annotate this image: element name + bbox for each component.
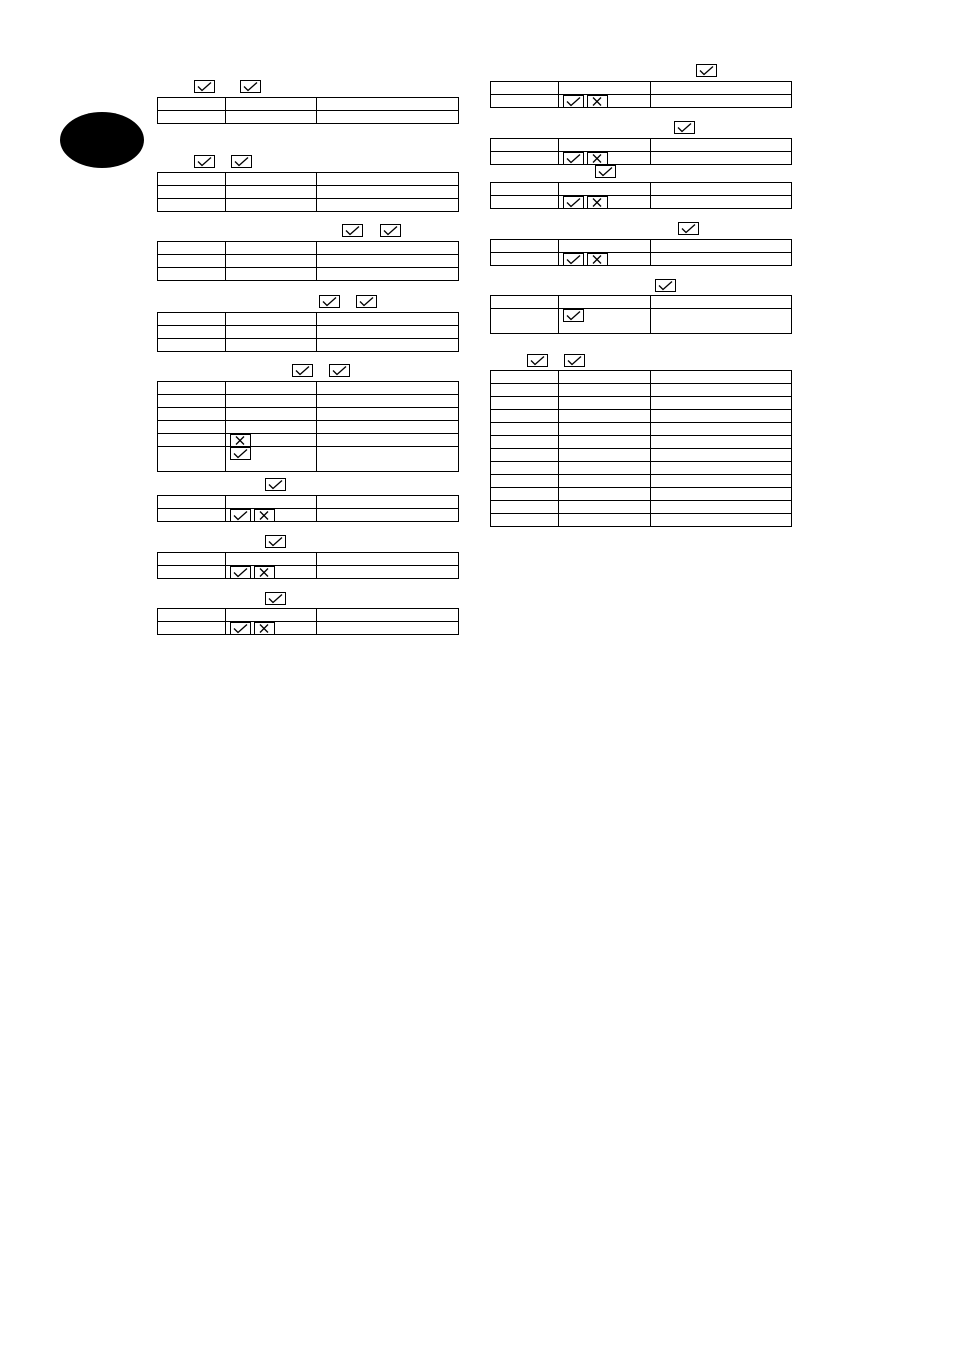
table-cell bbox=[317, 382, 459, 395]
table-cell bbox=[317, 326, 459, 339]
table-cell bbox=[651, 436, 792, 449]
table-cell bbox=[226, 199, 317, 212]
table-row bbox=[491, 152, 792, 165]
spec-table bbox=[157, 97, 459, 124]
table-cell bbox=[226, 609, 317, 622]
table-cell bbox=[226, 408, 317, 421]
table-row bbox=[491, 475, 792, 488]
table-row bbox=[158, 566, 459, 579]
check-mark-icon bbox=[329, 364, 350, 377]
table-cell bbox=[651, 501, 792, 514]
table-row bbox=[158, 98, 459, 111]
table-cell bbox=[559, 436, 651, 449]
table-row bbox=[158, 242, 459, 255]
table-cell bbox=[651, 371, 792, 384]
table-cell bbox=[491, 183, 559, 196]
table-cell bbox=[317, 622, 459, 635]
table-cell bbox=[559, 488, 651, 501]
table-row bbox=[491, 139, 792, 152]
table-row bbox=[491, 410, 792, 423]
table-row bbox=[491, 488, 792, 501]
table-row bbox=[491, 514, 792, 527]
table-cell bbox=[651, 253, 792, 266]
table-cell bbox=[651, 397, 792, 410]
check-mark-icon bbox=[356, 295, 377, 308]
table-cell bbox=[559, 253, 651, 266]
check-mark-icon bbox=[194, 80, 215, 93]
table-cell bbox=[651, 309, 792, 334]
table-cell bbox=[651, 240, 792, 253]
table-cell bbox=[317, 408, 459, 421]
table-cell bbox=[158, 242, 226, 255]
table-cell bbox=[158, 408, 226, 421]
check-mark-icon bbox=[564, 354, 585, 367]
table-cell bbox=[158, 553, 226, 566]
check-mark-icon bbox=[563, 253, 584, 266]
table-cell bbox=[226, 509, 317, 522]
cross-mark-icon bbox=[587, 253, 608, 266]
table-cell bbox=[226, 242, 317, 255]
table-cell bbox=[226, 382, 317, 395]
table-row bbox=[491, 436, 792, 449]
table-cell bbox=[559, 397, 651, 410]
table-cell bbox=[158, 609, 226, 622]
table-row bbox=[158, 382, 459, 395]
table-cell bbox=[491, 462, 559, 475]
spec-table bbox=[157, 552, 459, 579]
check-mark-icon bbox=[655, 279, 676, 292]
table-cell bbox=[559, 501, 651, 514]
check-mark-icon bbox=[342, 224, 363, 237]
table-row bbox=[491, 240, 792, 253]
table-cell bbox=[226, 111, 317, 124]
table-cell bbox=[559, 475, 651, 488]
table-cell bbox=[559, 82, 651, 95]
table-cell bbox=[491, 397, 559, 410]
table-cell bbox=[651, 139, 792, 152]
table-cell bbox=[491, 309, 559, 334]
table-row bbox=[491, 309, 792, 334]
table-cell bbox=[317, 447, 459, 472]
table-cell bbox=[491, 240, 559, 253]
table-cell bbox=[491, 488, 559, 501]
table-cell bbox=[158, 382, 226, 395]
table-cell bbox=[491, 514, 559, 527]
check-mark-icon bbox=[380, 224, 401, 237]
table-cell bbox=[651, 384, 792, 397]
table-cell bbox=[651, 82, 792, 95]
check-mark-icon bbox=[230, 566, 251, 579]
table-cell bbox=[317, 339, 459, 352]
table-row bbox=[491, 449, 792, 462]
table-cell bbox=[226, 622, 317, 635]
table-cell bbox=[317, 496, 459, 509]
table-row bbox=[158, 111, 459, 124]
spec-table bbox=[157, 495, 459, 522]
spec-table bbox=[490, 138, 792, 165]
table-cell bbox=[559, 296, 651, 309]
table-cell bbox=[317, 111, 459, 124]
table-row bbox=[491, 183, 792, 196]
table-cell bbox=[317, 268, 459, 281]
table-cell bbox=[158, 98, 226, 111]
table-cell bbox=[317, 421, 459, 434]
spec-table bbox=[157, 381, 459, 472]
table-row bbox=[158, 509, 459, 522]
check-mark-icon bbox=[563, 309, 584, 322]
table-row bbox=[491, 397, 792, 410]
table-cell bbox=[491, 82, 559, 95]
spec-table bbox=[157, 312, 459, 352]
table-cell bbox=[559, 196, 651, 209]
check-mark-icon bbox=[265, 592, 286, 605]
table-cell bbox=[317, 242, 459, 255]
table-cell bbox=[491, 436, 559, 449]
table-row bbox=[491, 501, 792, 514]
check-mark-icon bbox=[240, 80, 261, 93]
check-mark-icon bbox=[527, 354, 548, 367]
table-cell bbox=[317, 609, 459, 622]
table-cell bbox=[491, 152, 559, 165]
table-cell bbox=[491, 253, 559, 266]
table-cell bbox=[559, 152, 651, 165]
table-cell bbox=[491, 196, 559, 209]
table-cell bbox=[317, 255, 459, 268]
table-cell bbox=[158, 421, 226, 434]
table-cell bbox=[226, 447, 317, 472]
table-row bbox=[158, 173, 459, 186]
table-cell bbox=[158, 509, 226, 522]
table-cell bbox=[158, 447, 226, 472]
table-cell bbox=[491, 449, 559, 462]
cross-mark-icon bbox=[230, 434, 251, 447]
table-cell bbox=[158, 434, 226, 447]
table-cell bbox=[158, 313, 226, 326]
table-cell bbox=[158, 622, 226, 635]
table-row bbox=[158, 186, 459, 199]
cross-mark-icon bbox=[254, 509, 275, 522]
table-cell bbox=[317, 566, 459, 579]
table-cell bbox=[226, 173, 317, 186]
table-row bbox=[158, 313, 459, 326]
table-row bbox=[158, 199, 459, 212]
cross-mark-icon bbox=[587, 95, 608, 108]
check-mark-icon bbox=[230, 622, 251, 635]
table-row bbox=[491, 253, 792, 266]
table-cell bbox=[559, 423, 651, 436]
check-mark-icon bbox=[696, 64, 717, 77]
check-mark-icon bbox=[678, 222, 699, 235]
table-row bbox=[158, 395, 459, 408]
spec-table bbox=[157, 241, 459, 281]
table-cell bbox=[158, 111, 226, 124]
table-cell bbox=[559, 183, 651, 196]
check-mark-icon bbox=[319, 295, 340, 308]
check-mark-icon bbox=[595, 165, 616, 178]
cross-mark-icon bbox=[254, 622, 275, 635]
table-cell bbox=[317, 434, 459, 447]
table-cell bbox=[559, 410, 651, 423]
table-row bbox=[158, 622, 459, 635]
cross-mark-icon bbox=[587, 152, 608, 165]
table-cell bbox=[651, 196, 792, 209]
table-cell bbox=[226, 339, 317, 352]
table-cell bbox=[651, 514, 792, 527]
spec-table bbox=[157, 172, 459, 212]
table-cell bbox=[226, 313, 317, 326]
table-row bbox=[491, 82, 792, 95]
table-cell bbox=[158, 173, 226, 186]
table-row bbox=[491, 423, 792, 436]
table-cell bbox=[158, 326, 226, 339]
table-cell bbox=[651, 449, 792, 462]
table-cell bbox=[317, 173, 459, 186]
table-cell bbox=[226, 186, 317, 199]
table-cell bbox=[158, 268, 226, 281]
table-cell bbox=[651, 95, 792, 108]
spec-table bbox=[490, 239, 792, 266]
table-row bbox=[158, 326, 459, 339]
table-cell bbox=[226, 496, 317, 509]
cross-mark-icon bbox=[587, 196, 608, 209]
table-row bbox=[491, 196, 792, 209]
table-cell bbox=[651, 423, 792, 436]
check-mark-icon bbox=[230, 509, 251, 522]
table-cell bbox=[226, 326, 317, 339]
table-cell bbox=[559, 309, 651, 334]
table-cell bbox=[158, 255, 226, 268]
table-cell bbox=[226, 553, 317, 566]
table-cell bbox=[559, 462, 651, 475]
table-cell bbox=[491, 296, 559, 309]
table-row bbox=[158, 268, 459, 281]
check-mark-icon bbox=[230, 447, 251, 460]
table-cell bbox=[559, 139, 651, 152]
check-mark-icon bbox=[674, 121, 695, 134]
table-cell bbox=[317, 313, 459, 326]
spec-table bbox=[490, 81, 792, 108]
table-cell bbox=[226, 268, 317, 281]
table-cell bbox=[559, 95, 651, 108]
table-cell bbox=[317, 395, 459, 408]
table-cell bbox=[317, 98, 459, 111]
table-cell bbox=[226, 98, 317, 111]
spec-table bbox=[490, 370, 792, 527]
check-mark-icon bbox=[265, 478, 286, 491]
check-mark-icon bbox=[231, 155, 252, 168]
table-cell bbox=[317, 509, 459, 522]
table-cell bbox=[317, 553, 459, 566]
table-row bbox=[491, 462, 792, 475]
table-cell bbox=[158, 339, 226, 352]
table-cell bbox=[559, 371, 651, 384]
table-cell bbox=[226, 395, 317, 408]
check-mark-icon bbox=[292, 364, 313, 377]
cross-mark-icon bbox=[254, 566, 275, 579]
table-cell bbox=[651, 183, 792, 196]
table-cell bbox=[491, 371, 559, 384]
spec-table bbox=[490, 295, 792, 334]
table-row bbox=[158, 447, 459, 472]
spec-table bbox=[157, 608, 459, 635]
section-tab-marker bbox=[60, 112, 144, 168]
table-cell bbox=[491, 501, 559, 514]
table-row bbox=[158, 496, 459, 509]
table-cell bbox=[559, 514, 651, 527]
table-cell bbox=[158, 395, 226, 408]
table-cell bbox=[559, 449, 651, 462]
table-cell bbox=[491, 475, 559, 488]
table-cell bbox=[559, 240, 651, 253]
table-cell bbox=[651, 462, 792, 475]
table-cell bbox=[226, 421, 317, 434]
table-cell bbox=[651, 488, 792, 501]
table-cell bbox=[491, 139, 559, 152]
check-mark-icon bbox=[563, 196, 584, 209]
table-row bbox=[158, 408, 459, 421]
table-cell bbox=[491, 423, 559, 436]
table-cell bbox=[158, 496, 226, 509]
table-row bbox=[158, 339, 459, 352]
table-cell bbox=[158, 566, 226, 579]
table-row bbox=[491, 371, 792, 384]
table-row bbox=[491, 296, 792, 309]
check-mark-icon bbox=[265, 535, 286, 548]
table-cell bbox=[651, 296, 792, 309]
table-row bbox=[158, 553, 459, 566]
table-cell bbox=[158, 199, 226, 212]
table-row bbox=[491, 95, 792, 108]
table-cell bbox=[491, 410, 559, 423]
table-cell bbox=[226, 434, 317, 447]
table-cell bbox=[491, 95, 559, 108]
table-row bbox=[158, 255, 459, 268]
table-cell bbox=[651, 410, 792, 423]
spec-table bbox=[490, 182, 792, 209]
table-cell bbox=[491, 384, 559, 397]
table-row bbox=[158, 609, 459, 622]
table-row bbox=[491, 384, 792, 397]
table-cell bbox=[317, 186, 459, 199]
table-cell bbox=[226, 566, 317, 579]
table-cell bbox=[226, 255, 317, 268]
table-cell bbox=[651, 152, 792, 165]
table-row bbox=[158, 434, 459, 447]
table-cell bbox=[317, 199, 459, 212]
check-mark-icon bbox=[563, 95, 584, 108]
table-cell bbox=[651, 475, 792, 488]
table-cell bbox=[559, 384, 651, 397]
check-mark-icon bbox=[194, 155, 215, 168]
table-cell bbox=[158, 186, 226, 199]
check-mark-icon bbox=[563, 152, 584, 165]
table-row bbox=[158, 421, 459, 434]
